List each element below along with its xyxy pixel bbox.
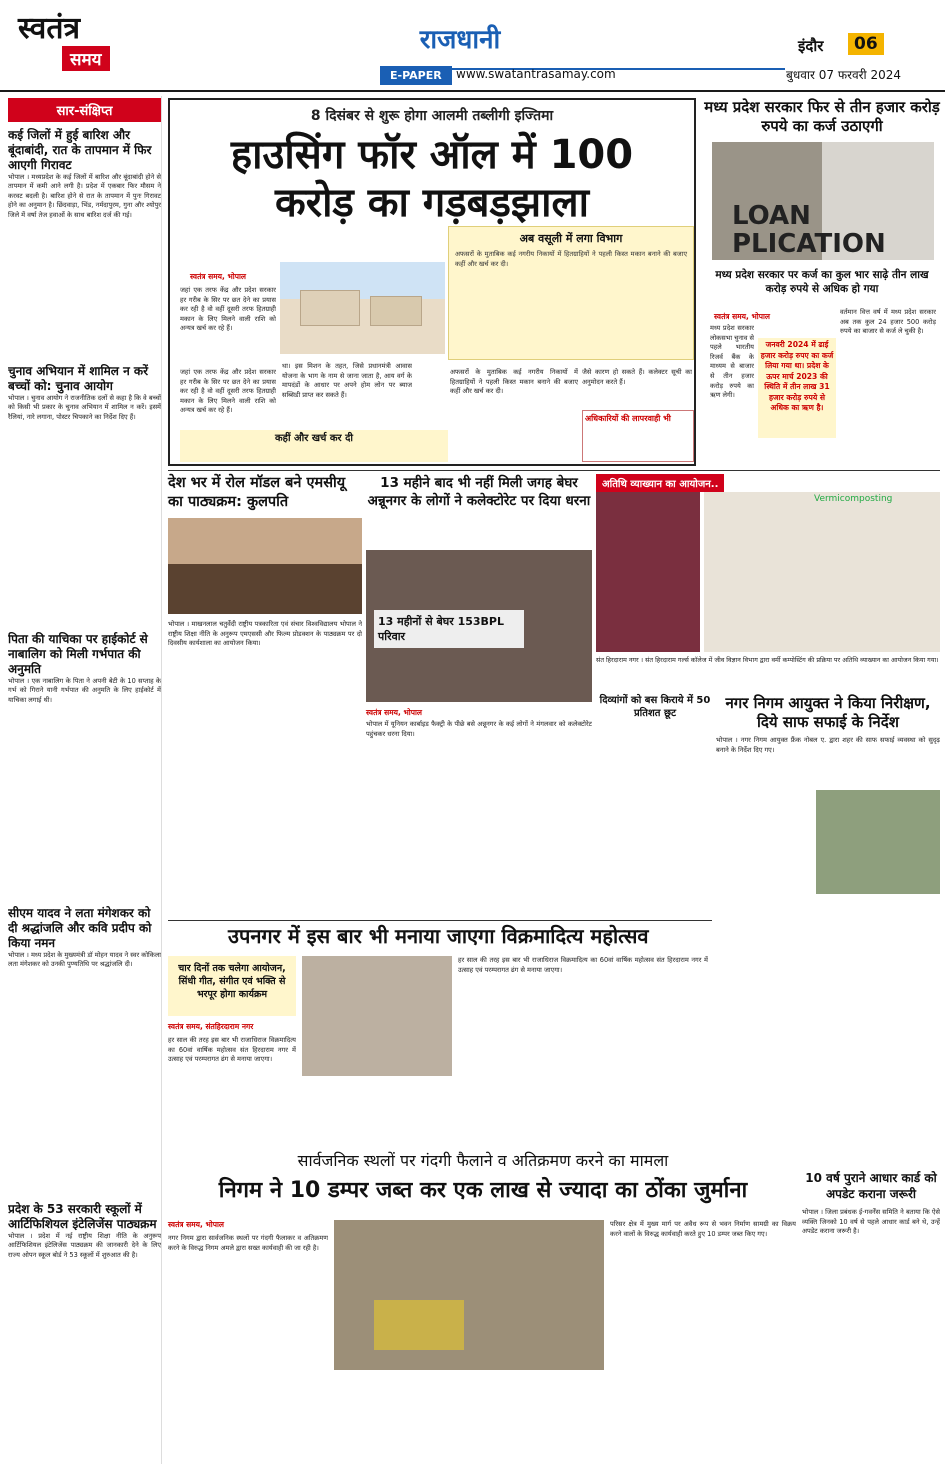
mcu-story[interactable]: [168, 474, 362, 918]
loan-photo[interactable]: [712, 142, 934, 260]
newspaper-logo[interactable]: [18, 12, 136, 82]
mcu-body: भोपाल । माखनलाल चतुर्वेदी राष्ट्रीय पत्रकारिता एवं संचार विश्वविद्यालय भोपाल ने राष्ट्रीय शिक्षा नीति के अनुरूप एमएससी और फिल्म प्रोडक्शन के पाठ्यक्रम पर दो दिवसीय कार्यशाला का आयोजन किया।: [168, 620, 362, 648]
logo-line2: समय: [62, 46, 110, 71]
lead-kicker: 8 दिसंबर से शुरू होगा आलमी तब्लीगी इज्तिमा: [310, 108, 554, 124]
brief-body: भोपाल । मध्यप्रदेश के कई जिलों में बारिश और बूंदाबांदी होने से तापमान में कमी आने लगी है। प्रदेश में एकबार फिर मौसम ने करवट बदली है। बारिश होने से रात के तापमान में पुनः गिरावट होने का अनुमान है। छिंदवाड़ा, भिंड, नर्मदापुरम, गुना और श्योपुर जिले में वर्षा तेज हवाओं के साथ बारिश दर्ज की गई।: [8, 173, 161, 219]
inset-box: [180, 430, 448, 462]
aadhaar-headline: 10 वर्ष पुराने आधार कार्ड को अपडेट कराना जरूरी: [805, 1171, 937, 1201]
officials-box-head: अधिकारियों की लापरवाही भी: [585, 414, 671, 423]
lead-story[interactable]: [168, 98, 696, 466]
brief-body: भोपाल । चुनाव आयोग ने राजनीतिक दलों से कहा है कि वे बच्चों को किसी भी प्रकार के चुनाव अभियान में शामिल न करें। इसमें रैलियां, नारे लगाना, पोस्टर चिपकाने का निर्देश दिए हैं।: [8, 394, 161, 421]
issue-date: बुधवार 07 फरवरी 2024: [786, 68, 902, 82]
epaper-badge: E-PAPER: [380, 66, 452, 85]
aadhaar-story[interactable]: [802, 1170, 940, 1464]
lead-body-col3: अफसरों के मुताबिक कई नगरीय निकायों में हितग्राहियों ने पहली किस्त मकान बनाने की बजाए कहीं और खर्च कर दी।: [450, 368, 578, 396]
recovery-body: अफसरों के मुताबिक कई नगरीय निकायों में हितग्राहियों ने पहली किस्त मकान बनाने की बजाए कहीं और खर्च कर दी।: [455, 250, 687, 268]
vikram-byline: स्वतंत्र समय, संतहिरदाराम नगर: [168, 1022, 254, 1031]
atithi-photo-right[interactable]: [704, 492, 940, 652]
lead-body-col1b: जहां एक तरफ केंद्र और प्रदेश सरकार हर गरीब के सिर पर छत देने का प्रयास कर रही है वो वहीं दूसरी तरफ हितग्राही मकान के लिए मिलने वाली राशि को अन्यत्र खर्च कर रहे हैं।: [180, 368, 276, 415]
brief-headline: प्रदेश के 53 सरकारी स्कूलों में आर्टिफिशियल इंटेलिजेंस पाठ्यक्रम: [8, 1202, 157, 1231]
dumper-story[interactable]: [168, 1150, 798, 1464]
page-number: 06: [848, 33, 884, 55]
atithi-board: Vermicomposting: [814, 494, 893, 504]
dumper-kicker: सार्वजनिक स्थलों पर गंदगी फैलाने व अतिक्रमण करने का मामला: [297, 1151, 669, 1170]
brief-headline: सीएम यादव ने लता मंगेशकर को दी श्रद्धांजलि और कवि प्रदीप को किया नमन: [8, 906, 152, 950]
edition-city: इंदौर: [798, 37, 824, 55]
recovery-sidebar: [448, 226, 694, 360]
atithi-story[interactable]: [596, 474, 940, 690]
vikram-body: हर साल की तरह इस बार भी राजाधिराज विक्रमादित्य का 60वां वार्षिक महोत्सव संत हिरदाराम नगर में उत्साह एवं परम्परागत ढंग से मनाया जाएगा।: [168, 1036, 296, 1064]
divider: [168, 920, 712, 921]
recovery-head: अब वसूली में लगा विभाग: [519, 232, 623, 245]
brief-body: भोपाल । मध्य प्रदेश के मुख्यमंत्री डॉ मोहन यादव ने स्वर कोकिला लता मंगेशकर को उनकी पुण्यतिथि पर श्रद्धांजलि दी।: [8, 951, 161, 969]
dumper-body-2: परिसर क्षेत्र में मुख्य मार्ग पर अवैध रूप से भवन निर्माण सामग्री का विक्रय करने वालों के विरुद्ध कार्यवाही करते हुए 10 डम्पर जब्त किए गए।: [610, 1220, 796, 1238]
loan-body-1: मध्य प्रदेश सरकार लोकसभा चुनाव से पहले भारतीय रिजर्व बैंक के माध्यम से बाजार से तीन हजार करोड़ रुपये का ऋण लेगी।: [710, 324, 754, 400]
mcu-photo[interactable]: [168, 518, 362, 614]
atithi-label: अतिथि व्याख्यान का आयोजन..: [596, 474, 724, 492]
loan-body-2: वर्तमान वित्त वर्ष में मध्य प्रदेश सरकार अब तक कुल 24 हजार 500 करोड़ रुपये का बाजार से कर्ज ले चुकी है।: [840, 308, 936, 336]
dharna-story[interactable]: [366, 474, 592, 918]
brief-item[interactable]: [8, 906, 161, 1196]
lead-headline: हाउसिंग फॉर ऑल में 100 करोड़ का गड़बड़झाला: [230, 132, 634, 226]
dharna-body: भोपाल में यूनियन कार्बाइड फैक्ट्री के पीछे बसे अन्नूनगर के कई लोगों ने मंगलवार को कलेक्टोरेट पहुंचकर धरना दिया।: [366, 720, 592, 738]
brief-body: भोपाल । एक नाबालिग के पिता ने अपनी बेटी के 10 सप्ताह के गर्भ को गिराने यानी गर्भपात की अनुमति के लिए हाईकोर्ट में याचिका लगाई थी।: [8, 677, 161, 704]
loan-story[interactable]: [704, 98, 940, 466]
brief-item[interactable]: [8, 1202, 161, 1442]
vikram-story[interactable]: [168, 922, 712, 1146]
brief-item[interactable]: [8, 632, 161, 900]
inspection-photo[interactable]: [816, 790, 940, 894]
website-link[interactable]: www.swatantrasamay.com: [456, 67, 616, 81]
loan-subhead: मध्य प्रदेश सरकार पर कर्ज का कुल भार साढ़े तीन लाख करोड़ रुपये से अधिक हो गया: [715, 269, 929, 295]
loan-callout: जनवरी 2024 में ढाई हजार करोड़ रुपए का कर्ज लिया गया था। प्रदेश के ऊपर मार्च 2023 की स्थिति में तीन लाख 31 हजार करोड़ रुपये से अधिक का ऋण है।: [758, 338, 836, 438]
logo-line1: स्वतंत्र: [18, 11, 81, 46]
lead-body-col2: था। इस मिशन के तहत, जिसे प्रधानमंत्री आवास योजना के भाग के नाम से जाना जाता है, आय वर्ग के मापदंडों के आधार पर अपने होम लोन पर ब्याज सब्सिडी प्राप्त कर सकते हैं।: [282, 362, 412, 399]
dumper-photo[interactable]: [334, 1220, 604, 1370]
brief-headline: चुनाव अभियान में शामिल न करें बच्चों को: चुनाव आयोग: [8, 364, 149, 393]
inspection-body: भोपाल । नगर निगम आयुक्त फ्रैंक नोबल ए. द्वारा शहर की साफ सफाई व्यवस्था को सुदृढ़ बनाने के निर्देश दिए गए।: [716, 736, 940, 754]
brief-body: भोपाल । प्रदेश में नई राष्ट्रीय शिक्षा नीति के अनुरूप आर्टिफिशियल इंटेलिजेंस पाठ्यक्रम की जानकारी देने के लिए राज्य ओपन स्कूल बोर्ड ने 53 स्कूलों में शुरुआत की है।: [8, 1232, 161, 1259]
loan-byline: स्वतंत्र समय, भोपाल: [714, 312, 770, 321]
vikram-body-2: हर साल की तरह इस बार भी राजाधिराज विक्रमादित्य का 60वां वार्षिक महोत्सव संत हिरदाराम नगर में उत्साह एवं परम्परागत ढंग से मनाया जाएगा।: [458, 956, 708, 974]
dharna-byline: स्वतंत्र समय, भोपाल: [366, 708, 422, 717]
lead-body-col1: जहां एक तरफ केंद्र और प्रदेश सरकार हर गरीब के सिर पर छत देने का प्रयास कर रही है वो वहीं दूसरी तरफ हितग्राही मकान के लिए मिलने वाली राशि को अन्यत्र खर्च कर रहे हैं।: [180, 286, 276, 333]
vikram-headline: उपनगर में इस बार भी मनाया जाएगा विक्रमादित्य महोत्सव: [228, 924, 649, 948]
brief-item[interactable]: [8, 128, 161, 358]
vikram-photo[interactable]: [302, 956, 452, 1076]
atithi-photo-left[interactable]: [596, 492, 700, 652]
dumper-body: नगर निगम द्वारा सार्वजनिक स्थलों पर गंदगी फैलाकर व अतिक्रमण करने के विरुद्ध निगम अमले द्वारा सख्त कार्यवाही की जा रही है।: [168, 1234, 328, 1252]
sidebar-briefs: [8, 96, 162, 1464]
disabled-headline: दिव्यांगों को बस किराये में 50 प्रतिशत छूट: [599, 695, 711, 719]
atithi-caption: संत हिरदाराम नगर । संत हिरदाराम गर्ल्स कॉलेज में जीव विज्ञान विभाग द्वारा वर्मी कम्पोस्टिंग की प्रक्रिया पर अतिथि व्याख्यान का आयोजन किया गया।: [596, 656, 939, 664]
inspection-headline: नगर निगम आयुक्त ने किया निरीक्षण, दिये साफ सफाई के निर्देश: [725, 694, 931, 731]
disabled-story[interactable]: [596, 694, 714, 918]
brief-headline: पिता की याचिका पर हाईकोर्ट से नाबालिग को मिली गर्भपात की अनुमति: [8, 632, 148, 676]
lead-body-col4: जैसे कारण हो सकते हैं। कलेक्टर सूची का अनुमोदन करते हैं।: [582, 368, 692, 386]
aadhaar-body: भोपाल । जिला प्रबंधक ई-गवर्नेंस समिति ने बताया कि ऐसे व्यक्ति जिनको 10 वर्ष से पहले आधार कार्ड बने थे, उन्हें अपडेट कराना जरूरी है।: [802, 1208, 940, 1236]
dharna-photo[interactable]: [366, 550, 592, 702]
dharna-headline: 13 महीने बाद भी नहीं मिली जगह बेघर अन्नूनगर के लोगों ने कलेक्टोरेट पर दिया धरना: [367, 475, 591, 509]
inset-head: कहीं और खर्च कर दी: [274, 433, 354, 444]
mcu-headline: देश भर में रोल मॉडल बने एमसीयू का पाठ्यक्रम: कुलपति: [168, 475, 346, 510]
loan-headline: मध्य प्रदेश सरकार फिर से तीन हजार करोड़ रुपये का कर्ज उठाएगी: [704, 98, 940, 135]
divider: [168, 470, 940, 471]
housing-photo[interactable]: [280, 262, 445, 354]
masthead: [0, 0, 945, 92]
dumper-byline: स्वतंत्र समय, भोपाल: [168, 1220, 224, 1229]
brief-headline: कई जिलों में हुई बारिश और बूंदाबांदी, रात के तापमान में फिर आएगी गिरावट: [8, 128, 152, 172]
loan-photo-text: LOAN PLICATION: [732, 201, 886, 259]
lead-byline: स्वतंत्र समय, भोपाल: [190, 272, 246, 281]
dharna-banner: 13 महीनों से बेघर 153BPL परिवार: [374, 610, 524, 648]
brief-item[interactable]: [8, 364, 161, 626]
nigam-inspection-story[interactable]: [716, 694, 940, 1164]
sidebar-title: सार-संक्षिप्त: [8, 98, 161, 122]
dumper-headline: निगम ने 10 डम्पर जब्त कर एक लाख से ज्यादा का ठोंका जुर्माना: [218, 1178, 748, 1203]
vikram-deck: चार दिनों तक चलेगा आयोजन, सिंधी गीत, संगीत एवं भक्ति से भरपूर होगा कार्यक्रम: [168, 956, 296, 1016]
section-title: राजधानी: [419, 25, 501, 55]
officials-box: [582, 410, 694, 462]
